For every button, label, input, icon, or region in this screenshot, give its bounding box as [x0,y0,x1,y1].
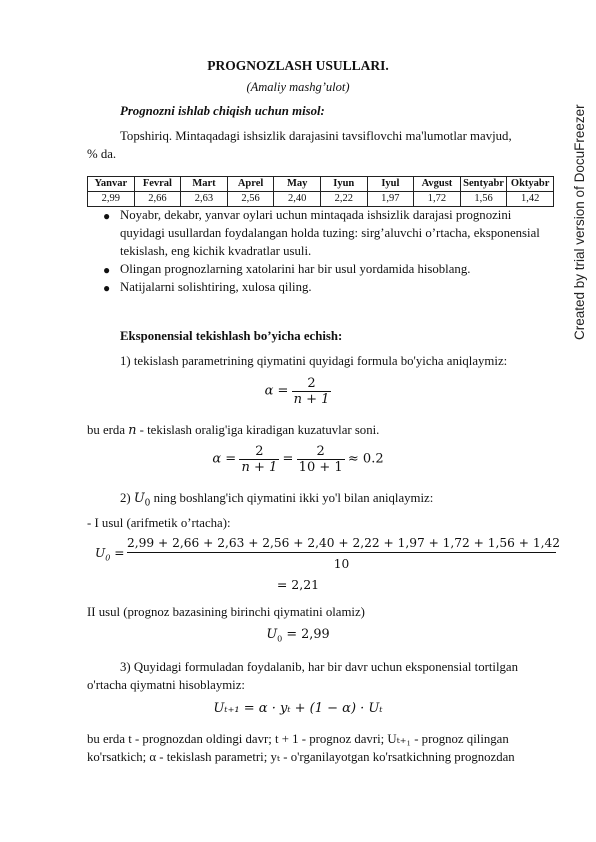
formula-fraction [297,444,345,475]
document-title: PROGNOZLASH USULLARI. [207,58,389,73]
table-row [88,192,554,207]
table-cell: 2,66 [134,192,181,207]
where-suffix: - tekislash oralig'iga kiradigan kuzatuvlar soni. [136,423,380,437]
table-header-cell: Iyul [367,177,414,192]
fraction-numerator: 2 [307,376,316,391]
table-cell: 1,56 [460,192,507,207]
fraction-denominator: n + 1 [293,392,330,407]
where-t-line-2: ko'rsatkich; α - tekislash parametri; yₜ - o'rganilayotgan ko'rsatkichning prognozdan [87,750,515,764]
document-subtitle: (Amaliy mashg’ulot) [246,80,350,94]
bullet-icon: ● [103,209,111,223]
step-2-text [120,489,433,513]
formula-mean-result: = 2,21 [276,577,320,592]
watermark-text: Created by trial version of DocuFreezer [572,104,587,340]
fraction-numerator: 2 [255,444,264,459]
formula-rest: = 2,99 [282,627,330,642]
bullet-item-1: Noyabr, dekabr, yanvar oylari uchun mintaqada ishsizlik darajasi prognozini quyidagi usullardan foydalangan holda tuzing: sirg’aluvchi o’rtacha, eksponensial tekislash, eng kichik kvadratlar usuli. [120,208,540,258]
table-cell: 2,99 [88,192,135,207]
table-cell: 2,63 [181,192,228,207]
formula-alpha [0,376,596,407]
step-3-line-1: 3) Quyidagi formuladan foydalanib, har bir davr uchun eksponensial tortilgan [120,660,519,674]
step-variable: U [133,491,145,506]
method-1-text: - I usul (arifmetik o’rtacha): [87,516,231,530]
where-prefix: bu erda [87,423,129,437]
bullet-icon: ● [103,281,111,295]
table-header-cell: Fevral [134,177,181,192]
table-header-cell: Aprel [227,177,274,192]
table-cell: 2,22 [320,192,367,207]
fraction-denominator: 10 + 1 [298,460,343,475]
bullet-item-2: Olingan prognozlarning xatolarini har bir usul yordamida hisoblang. [120,262,471,276]
formula-alpha-value [0,444,596,475]
formula-lhs: α = [212,451,237,467]
section-heading: Eksponensial tekishlash bo’yicha echish: [120,329,343,343]
step-1-text: 1) tekislash parametrining qiymatini quyidagi formula bo'yicha aniqlaymiz: [120,354,508,368]
example-heading: Prognozni ishlab chiqish uchun misol: [120,104,325,118]
bullet-item-3: Natijalarni solishtiring, xulosa qiling. [120,280,312,294]
task-line-2: % da. [87,147,117,161]
formula-initial [0,627,596,644]
unemployment-table [87,176,554,207]
formula-subscript: 0 [277,634,283,644]
fraction-denominator: n + 1 [241,460,278,475]
method-2-text: II usul (prognoz bazasining birinchi qiymatini olamiz) [87,605,365,619]
fraction-denominator: 10 [333,557,350,571]
table-header-cell: Iyun [320,177,367,192]
where-variable: n [128,423,137,438]
table-header-cell: Oktyabr [507,177,554,192]
formula-variable: U [266,627,278,642]
formula-lhs: α = [264,383,289,399]
formula-fraction [292,376,332,407]
step-3-line-2: o'rtacha qiymatni hisoblaymiz: [87,678,245,692]
step-suffix: ning boshlang'ich qiymatini ikki yo'l bilan aniqlaymiz: [150,491,434,505]
bullet-icon: ● [103,263,111,277]
table-header-cell: Mart [181,177,228,192]
formula-lhs: $U_0$ = [95,546,125,563]
table-cell: 2,56 [227,192,274,207]
table-header-cell: May [274,177,321,192]
where-n-text [87,421,379,440]
where-t-line-1: bu erda t - prognozdan oldingi davr; t + 1 - prognoz davri; Uₜ₊₁ - prognoz qilingan [87,732,509,746]
task-line-1: Topshiriq. Mintaqadagi ishsizlik darajasini tavsiflovchi ma'lumotlar mavjud, [120,129,512,143]
formula-exponential: Uₜ₊₁ = α · yₜ + (1 − α) · Uₜ [213,701,383,716]
table-cell: 2,40 [274,192,321,207]
watermark-vertical [572,104,592,360]
fraction-numerator: 2 [316,444,325,459]
step-prefix: 2) [120,491,134,505]
table-header-row [88,177,554,192]
table-cell: 1,72 [414,192,461,207]
table-header-cell: Yanvar [88,177,135,192]
formula-result: ≈ 0.2 [347,451,384,467]
formula-equals: = [282,451,294,467]
formula-fraction [239,444,279,475]
table-header-cell: Avgust [414,177,461,192]
table-cell: 1,97 [367,192,414,207]
fraction-numerator: 2,99 + 2,66 + 2,63 + 2,56 + 2,40 + 2,22 + 1,97 + 1,72 + 1,56 + 1,42 [127,536,556,553]
table-header-cell: Sentyabr [460,177,507,192]
step-subscript: 0 [144,498,151,509]
table-cell: 1,42 [507,192,554,207]
